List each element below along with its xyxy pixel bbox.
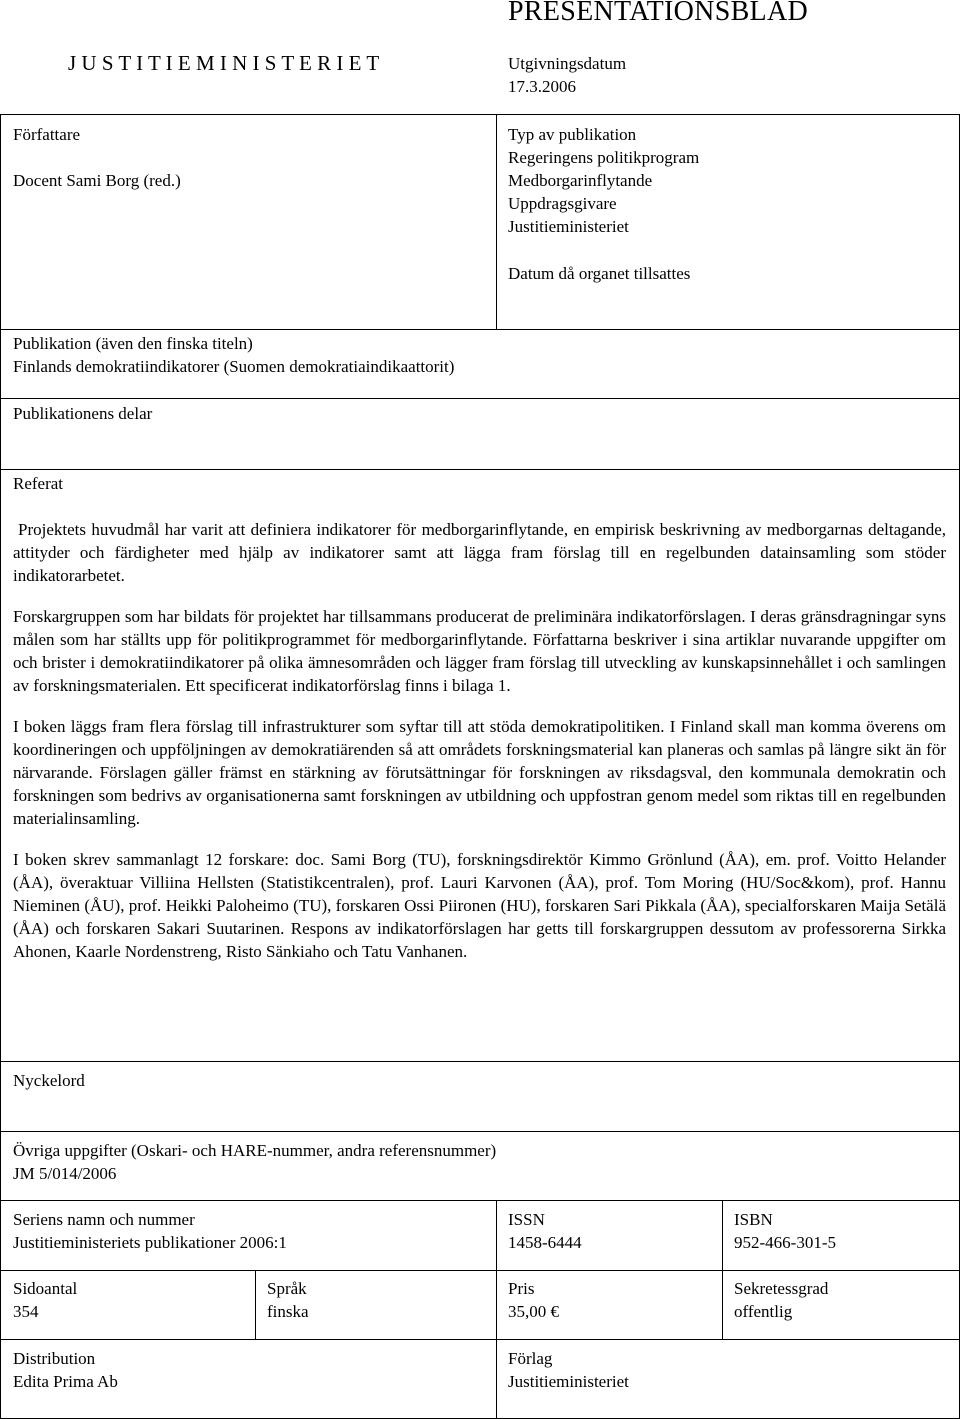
publisher-label: Förlag [508,1349,553,1368]
price-value: 35,00 € [508,1302,559,1321]
secrecy-label: Sekretessgrad [734,1279,829,1298]
release-date-label: Utgivningsdatum [508,54,627,73]
abstract-paragraph: I boken läggs fram flera förslag till infrastrukturer som syftar till att stöda demokratipolitiken. I Finland skall man komma överens om koordineringen och uppföljningen av demokratiärenden så att områdets forskningsmaterial kan planeras och samlas på längre sikt än för närvarande. Förslagen gäller främst en stärkning av förutsättningar för forskningen av riksdagsval, den kommunala demokratin och forskningen som bedrivs av organisationerna samt forskningen av utbildning och uppfostran genom medel som riktas till en regelbunden materialinsamling. [13,717,946,828]
abstract-body [13,518,946,981]
publication-parts-label: Publikationens delar [13,404,153,423]
price-label: Pris [508,1279,535,1298]
secrecy-value: offentlig [734,1302,793,1321]
language-label: Språk [267,1279,307,1298]
page-count-value: 354 [13,1302,39,1321]
isbn-label: ISBN [734,1210,773,1229]
publication-title: Finlands demokratiindikatorer (Suomen demokratiaindikaattorit) [13,357,455,376]
language-value: finska [267,1302,309,1321]
abstract-label: Referat [13,474,64,493]
page-count-label: Sidoantal [13,1279,78,1298]
publisher-value: Justitieministeriet [508,1372,629,1391]
issn-label: ISSN [508,1210,545,1229]
other-info-label: Övriga uppgifter (Oskari- och HARE-nummer, andra referensnummer) [13,1141,497,1160]
abstract-paragraph: Projektets huvudmål har varit att definiera indikatorer för medborgarinflytande, en empirisk beskrivning av medborgarnas deltagande, attityder och färdigheter med hjälp av indikatorer samt att lägga fram förslag till en regelbunden datainsamling som stöder indikatorarbetet. [13,520,946,585]
other-info-value: JM 5/014/2006 [13,1164,117,1183]
keywords-label: Nyckelord [13,1071,85,1090]
document-type-title: PRESENTATIONSBLAD [508,0,808,27]
issn-value: 1458-6444 [508,1233,582,1252]
distribution-value: Edita Prima Ab [13,1372,118,1391]
ministry-name: J U S T I T I E M I N I S T E R I E T [68,51,380,75]
publication-type-label: Typ av publikation [508,125,637,144]
release-date: 17.3.2006 [508,77,576,96]
series-value: Justitieministeriets publikationer 2006:1 [13,1233,287,1252]
commissioner-label: Uppdragsgivare [508,194,617,213]
author-value: Docent Sami Borg (red.) [13,171,181,190]
distribution-label: Distribution [13,1349,96,1368]
abstract-paragraph: I boken skrev sammanlagt 12 forskare: doc. Sami Borg (TU), forskningsdirektör Kimmo Grönlund (ÅA), em. prof. Voitto Helander (ÅA), överaktuar Villiina Hellsten (Statistikcentralen), prof. Lauri Karvonen (ÅA), prof. Tom Moring (HU/Soc&kom), prof. Hannu Nieminen (ÅU), prof. Heikki Paloheimo (TU), forskaren Ossi Piironen (HU), forskaren Sari Pikkala (ÅA), specialforskaren Maija Setälä (ÅA) och forskaren Sakari Suutarinen. Respons av indikatorförslagen har getts till forskargruppen dessutom av professorerna Sirkka Ahonen, Kaarle Nordenstreng, Risto Sänkiaho och Tatu Vanhanen. [13,850,946,961]
author-label: Författare [13,125,81,144]
appointed-date-label: Datum då organet tillsattes [508,264,691,283]
isbn-value: 952-466-301-5 [734,1233,836,1252]
series-label: Seriens namn och nummer [13,1210,195,1229]
commissioner-value: Justitieministeriet [508,217,629,236]
publication-type-line1: Regeringens politikprogram [508,148,700,167]
abstract-paragraph: Forskargruppen som har bildats för projektet har tillsammans producerat de preliminära indikatorförslagen. I deras gränsdragningar syns målen som har ställts upp för politikprogrammet för medborgarinflytande. Författarna beskriver i sina artiklar nuvarande uppgifter om och brister i demokratiindikatorer på olika ämnesområden och lägger fram förslag till utveckling av kunskapsinnehållet i och samlingen av forskningsmaterialen. Ett specificerat indikatorförslag finns i bilaga 1. [13,607,946,695]
publication-label: Publikation (även den finska titeln) [13,334,253,353]
publication-type-line2: Medborgarinflytande [508,171,653,190]
